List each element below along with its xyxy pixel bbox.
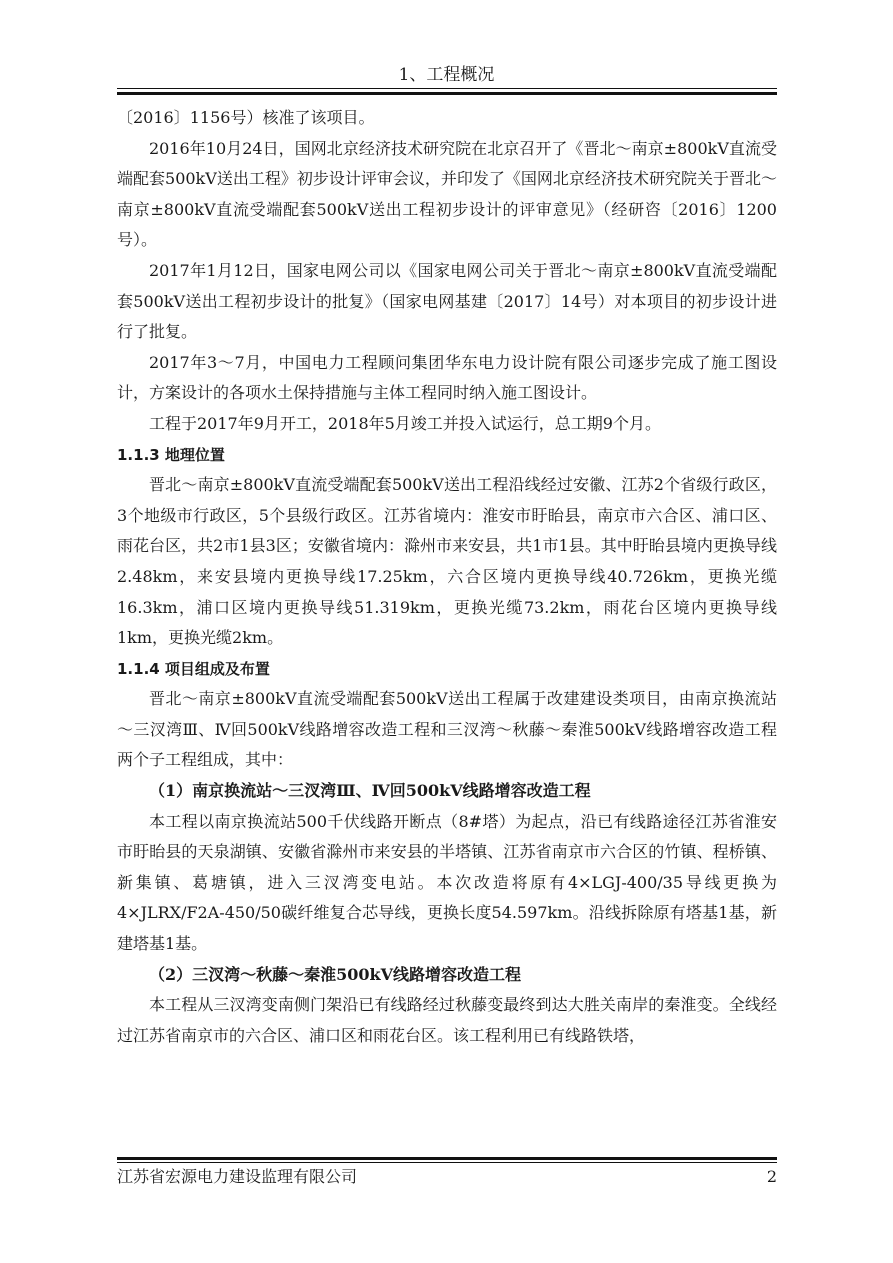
subsection-heading-2: （2）三汊湾～秋藤～秦淮500kV线路增容改造工程 (149, 964, 522, 984)
paragraph: 工程于2017年9月开工，2018年5月竣工并投入试运行，总工期9个月。 (149, 413, 661, 433)
header-rule-thin (117, 88, 777, 89)
paragraph: 〔2016〕1156号）核准了该项目。 (117, 108, 375, 127)
paragraph: 2017年1月12日，国家电网公司以《国家电网公司关于晋北～南京±800kV直流受端配套500kV送出工程初步设计的批复》（国家电网基建〔2017〕14号）对本项目的初步设计进行了批复。 (117, 260, 777, 342)
paragraph: 2017年3～7月，中国电力工程顾问集团华东电力设计院有限公司逐步完成了施工图设计，方案设计的各项水土保持措施与主体工程同时纳入施工图设计。 (117, 352, 777, 403)
paragraph: 晋北～南京±800kV直流受端配套500kV送出工程沿线经过安徽、江苏2个省级行政区，3个地级市行政区，5个县级行政区。江苏省境内：淮安市盱眙县，南京市六合区、浦口区、雨花台区，共2市1县3区；安徽省境内：滁州市来安县，共1市1县。其中盱眙县境内更换导线2.48km，来安县境内更换导线17.25km，六合区境内更换导线40.726km，更换光缆16.3km，浦口区境内更换导线51.319km，更换光缆73.2km，雨花台区境内更换导线1km，更换光缆2km。 (117, 475, 777, 648)
footer-rule-thick (117, 1157, 777, 1160)
document-body (117, 103, 777, 1051)
paragraph: 本工程以南京换流站500千伏线路开断点（8#塔）为起点，沿已有线路途径江苏省淮安市盱眙县的天泉湖镇、安徽省滁州市来安县的半塔镇、江苏省南京市六合区的竹镇、程桥镇、新集镇、葛塘镇，进入三汊湾变电站。本次改造将原有4×LGJ-400/35导线更换为4×JLRX/F2A-450/50碳纤维复合芯导线，更换长度54.597km。沿线拆除原有塔基1基，新建塔基1基。 (117, 811, 777, 954)
header-rule-thick (117, 92, 777, 95)
footer-rule-thin (117, 1162, 777, 1163)
section-heading-1-1-4: 1.1.4 项目组成及布置 (117, 659, 270, 678)
subsection-heading-1: （1）南京换流站～三汊湾Ⅲ、Ⅳ回500kV线路增容改造工程 (149, 781, 591, 801)
paragraph: 晋北～南京±800kV直流受端配套500kV送出工程属于改建建设类项目，由南京换流站～三汊湾Ⅲ、Ⅳ回500kV线路增容改造工程和三汊湾～秋藤～秦淮500kV线路增容改造工程两个子工程组成，其中： (117, 689, 777, 770)
paragraph: 本工程从三汊湾变南侧门架沿已有线路经过秋藤变最终到达大胜关南岸的秦淮变。全线经过江苏省南京市的六合区、浦口区和雨花台区。该工程利用已有线路铁塔， (117, 995, 777, 1045)
footer-company-name: 江苏省宏源电力建设监理有限公司 (117, 1167, 358, 1186)
section-heading-1-1-3: 1.1.3 地理位置 (117, 445, 225, 464)
paragraph: 2016年10月24日，国网北京经济技术研究院在北京召开了《晋北～南京±800kV直流受端配套500kV送出工程》初步设计评审会议，并印发了《国网北京经济技术研究院关于晋北～南京±800kV直流受端配套500kV送出工程初步设计的评审意见》（经研咨〔2016〕1200号）。 (117, 138, 777, 250)
footer-page-number: 2 (766, 1167, 777, 1186)
page-header-title: 1、工程概况 (398, 65, 495, 85)
